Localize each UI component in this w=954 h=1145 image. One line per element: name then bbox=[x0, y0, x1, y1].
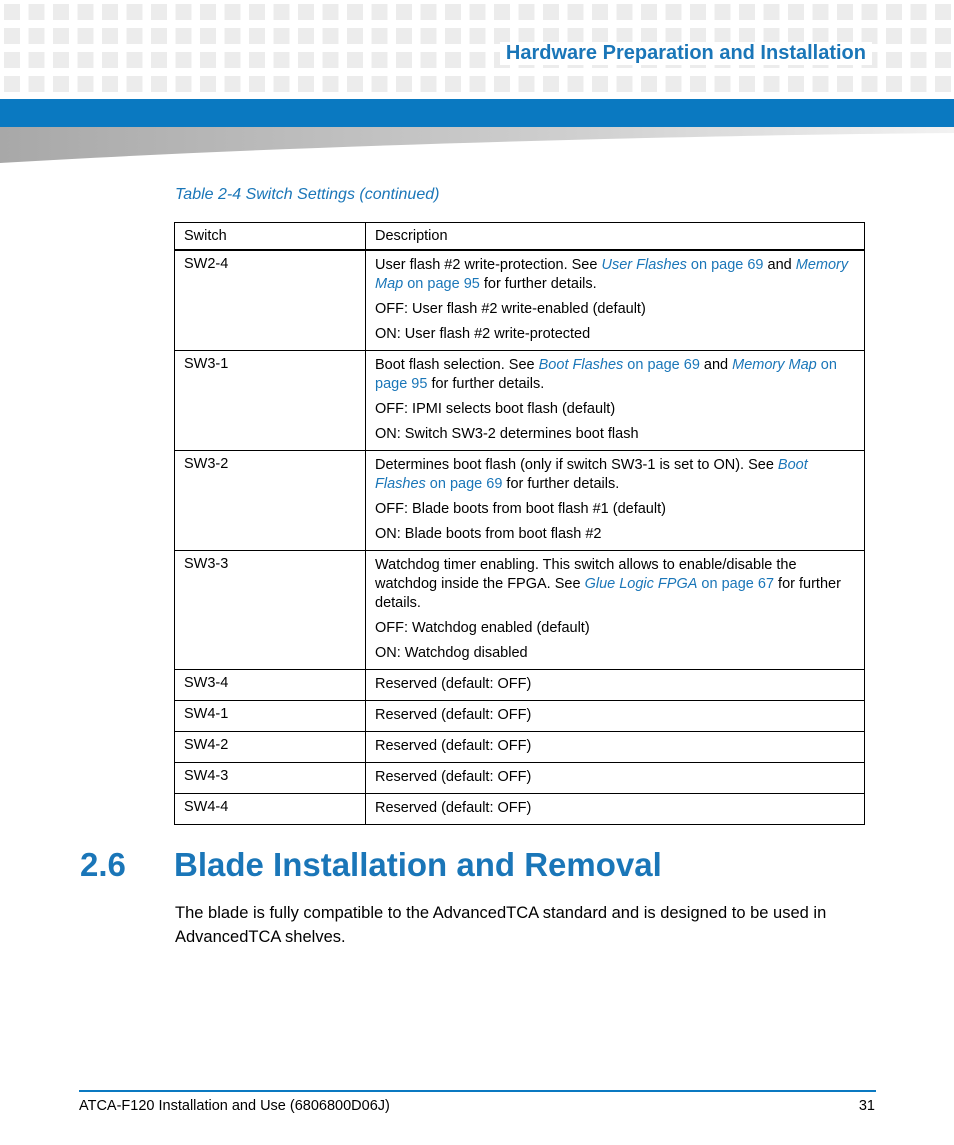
cross-reference-link[interactable]: on page 69 bbox=[623, 357, 700, 373]
table-row bbox=[175, 451, 865, 551]
description-line bbox=[375, 456, 855, 494]
table-header-row bbox=[175, 223, 865, 251]
cross-reference-link[interactable]: Glue Logic FPGA bbox=[584, 576, 698, 592]
column-header-switch: Switch bbox=[175, 223, 366, 251]
description-line bbox=[375, 675, 855, 694]
description-text: and bbox=[699, 357, 733, 373]
description-text: Watchdog timer enabling. This switch allows to enable/disable the watchdog inside the FPGA. See bbox=[375, 557, 797, 592]
description-text: for further details. bbox=[479, 276, 597, 292]
description-line bbox=[375, 644, 855, 663]
cross-reference-link[interactable]: on page 69 bbox=[425, 476, 503, 492]
section-number: 2.6 bbox=[80, 846, 126, 883]
description-text: ON: User flash #2 write-protected bbox=[375, 326, 591, 342]
table-row bbox=[175, 732, 865, 763]
cross-reference-link[interactable]: on page 69 bbox=[686, 257, 764, 273]
cross-reference-link[interactable]: on page 67 bbox=[697, 576, 775, 592]
header-grey-swoosh bbox=[0, 127, 954, 163]
description-text: for further details. bbox=[427, 376, 545, 392]
description-cell bbox=[366, 732, 865, 763]
description-text: OFF: IPMI selects boot flash (default) bbox=[375, 401, 616, 417]
cross-reference-link[interactable]: Memory Map bbox=[732, 357, 817, 373]
table-row bbox=[175, 763, 865, 794]
description-text: Reserved (default: OFF) bbox=[375, 738, 532, 754]
table-row bbox=[175, 794, 865, 825]
cross-reference-link[interactable]: Boot Flashes bbox=[538, 357, 624, 373]
cross-reference-link[interactable]: Boot Flashes bbox=[375, 457, 808, 492]
switch-cell: SW4-4 bbox=[175, 794, 366, 825]
description-text: ON: Blade boots from boot flash #2 bbox=[375, 526, 602, 542]
table-row bbox=[175, 551, 865, 670]
description-cell bbox=[366, 451, 865, 551]
table-row bbox=[175, 250, 865, 351]
footer-page-number: 31 bbox=[858, 1098, 875, 1114]
column-header-description: Description bbox=[366, 223, 865, 251]
cross-reference-link[interactable]: on page 95 bbox=[375, 357, 837, 392]
section-body-text: The blade is fully compatible to the AdvancedTCA standard and is designed to be used in AdvancedTCA shelves. bbox=[175, 904, 827, 946]
description-text: OFF: Blade boots from boot flash #1 (default) bbox=[375, 501, 666, 517]
description-cell bbox=[366, 551, 865, 670]
cross-reference-link[interactable]: User Flashes bbox=[601, 257, 687, 273]
description-line bbox=[375, 300, 855, 319]
footer-doc-title: ATCA-F120 Installation and Use (6806800D06J) bbox=[79, 1098, 390, 1114]
running-header-title: Hardware Preparation and Installation bbox=[500, 42, 872, 65]
cross-reference-link[interactable]: on page 95 bbox=[403, 276, 480, 292]
description-line bbox=[375, 500, 855, 519]
description-text: OFF: User flash #2 write-enabled (default) bbox=[375, 301, 646, 317]
description-text: Boot flash selection. See bbox=[375, 357, 539, 373]
switch-cell: SW4-3 bbox=[175, 763, 366, 794]
description-line bbox=[375, 400, 855, 419]
header-blue-bar bbox=[0, 99, 954, 127]
description-line bbox=[375, 619, 855, 638]
description-cell bbox=[366, 763, 865, 794]
table-row bbox=[175, 351, 865, 451]
switch-cell: SW4-1 bbox=[175, 701, 366, 732]
description-text: Reserved (default: OFF) bbox=[375, 707, 532, 723]
description-line bbox=[375, 356, 855, 394]
table-row bbox=[175, 701, 865, 732]
switch-cell: SW3-4 bbox=[175, 670, 366, 701]
switch-settings-table bbox=[174, 222, 865, 825]
description-text: Reserved (default: OFF) bbox=[375, 800, 532, 816]
switch-cell: SW3-1 bbox=[175, 351, 366, 451]
table-caption: Table 2-4 Switch Settings (continued) bbox=[175, 186, 440, 203]
description-cell bbox=[366, 794, 865, 825]
description-line bbox=[375, 737, 855, 756]
description-line bbox=[375, 706, 855, 725]
switch-cell: SW3-3 bbox=[175, 551, 366, 670]
description-text: and bbox=[763, 257, 796, 273]
description-cell bbox=[366, 250, 865, 351]
description-line bbox=[375, 768, 855, 787]
description-text: OFF: Watchdog enabled (default) bbox=[375, 620, 590, 636]
section-title: Blade Installation and Removal bbox=[174, 846, 662, 883]
description-line bbox=[375, 556, 855, 613]
description-text: User flash #2 write-protection. See bbox=[375, 257, 602, 273]
description-text: ON: Switch SW3-2 determines boot flash bbox=[375, 426, 639, 442]
description-text: for further details. bbox=[375, 576, 841, 611]
description-line bbox=[375, 325, 855, 344]
description-cell bbox=[366, 701, 865, 732]
cross-reference-link[interactable]: Memory Map bbox=[375, 257, 849, 292]
description-line bbox=[375, 799, 855, 818]
table-row bbox=[175, 670, 865, 701]
description-text: Determines boot flash (only if switch SW3-1 is set to ON). See bbox=[375, 457, 778, 473]
switch-cell: SW3-2 bbox=[175, 451, 366, 551]
description-text: ON: Watchdog disabled bbox=[375, 645, 528, 661]
switch-cell: SW2-4 bbox=[175, 250, 366, 351]
description-cell bbox=[366, 670, 865, 701]
description-line bbox=[375, 525, 855, 544]
description-text: for further details. bbox=[502, 476, 620, 492]
description-text: Reserved (default: OFF) bbox=[375, 769, 532, 785]
description-line bbox=[375, 256, 855, 294]
footer-rule bbox=[79, 1090, 876, 1092]
description-cell bbox=[366, 351, 865, 451]
description-line bbox=[375, 425, 855, 444]
description-text: Reserved (default: OFF) bbox=[375, 676, 532, 692]
switch-cell: SW4-2 bbox=[175, 732, 366, 763]
